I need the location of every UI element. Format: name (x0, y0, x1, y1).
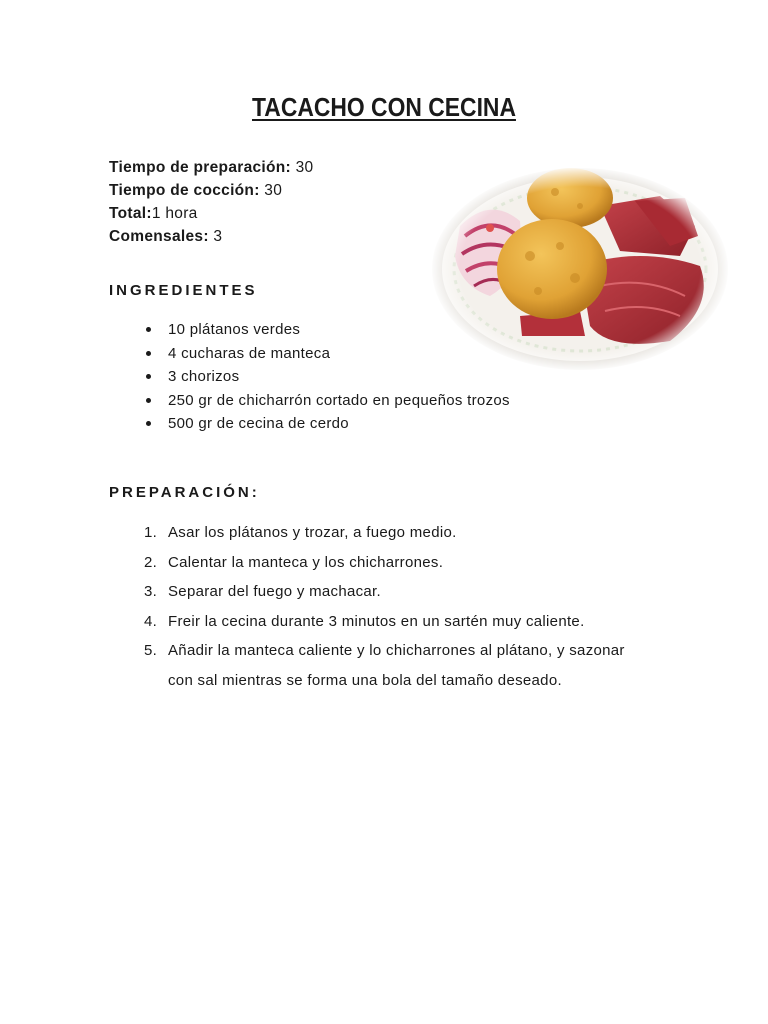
ingredient-item: 500 gr de cecina de cerdo (144, 412, 510, 436)
step-number: 2. (144, 553, 158, 571)
step-number: 5. (144, 642, 158, 659)
step-text: Separar del fuego y machacar. (168, 583, 381, 600)
recipe-title: TACACHO CON CECINA (252, 92, 516, 122)
step-text: Añadir la manteca caliente y lo chicharrones al plátano, y sazonar con sal mientras se forma una bola del tamaño deseado. (168, 642, 625, 689)
step-number: 3. (144, 583, 158, 600)
ingredient-item: 10 plátanos verdes (144, 318, 510, 342)
preparation-heading: PREPARACIÓN: (109, 484, 260, 501)
ingredient-item: 3 chorizos (144, 365, 510, 389)
servings-label: Comensales: (109, 228, 209, 245)
prep-time-row (109, 156, 313, 179)
step-item (144, 636, 644, 695)
prep-time-label: Tiempo de preparación: (109, 159, 292, 176)
servings-row (109, 225, 313, 248)
ingredient-item: 250 gr de chicharrón cortado en pequeños trozos (144, 389, 510, 413)
preparation-steps (144, 518, 644, 695)
ingredients-heading: INGREDIENTES (109, 282, 258, 299)
step-text: Asar los plátanos y trozar, a fuego medio. (168, 524, 457, 541)
servings-value: 3 (208, 228, 223, 245)
ingredient-item: 4 cucharas de manteca (144, 342, 510, 366)
step-item (144, 518, 644, 548)
cook-time-value: 30 (259, 182, 283, 199)
total-time-value: 1 hora (151, 205, 198, 222)
recipe-meta (109, 156, 313, 248)
step-item (144, 548, 644, 578)
step-item (144, 607, 644, 637)
cook-time-row (109, 179, 313, 202)
ingredients-list (144, 318, 510, 436)
step-text: Freir la cecina durante 3 minutos en un sartén muy caliente. (168, 612, 585, 630)
step-item (144, 577, 644, 607)
step-text: Calentar la manteca y los chicharrones. (168, 553, 444, 571)
step-number: 4. (144, 612, 158, 630)
step-number: 1. (144, 524, 158, 541)
total-time-label: Total: (109, 205, 152, 222)
prep-time-value: 30 (291, 159, 314, 176)
total-time-row (109, 202, 313, 225)
cook-time-label: Tiempo de cocción: (109, 182, 260, 199)
